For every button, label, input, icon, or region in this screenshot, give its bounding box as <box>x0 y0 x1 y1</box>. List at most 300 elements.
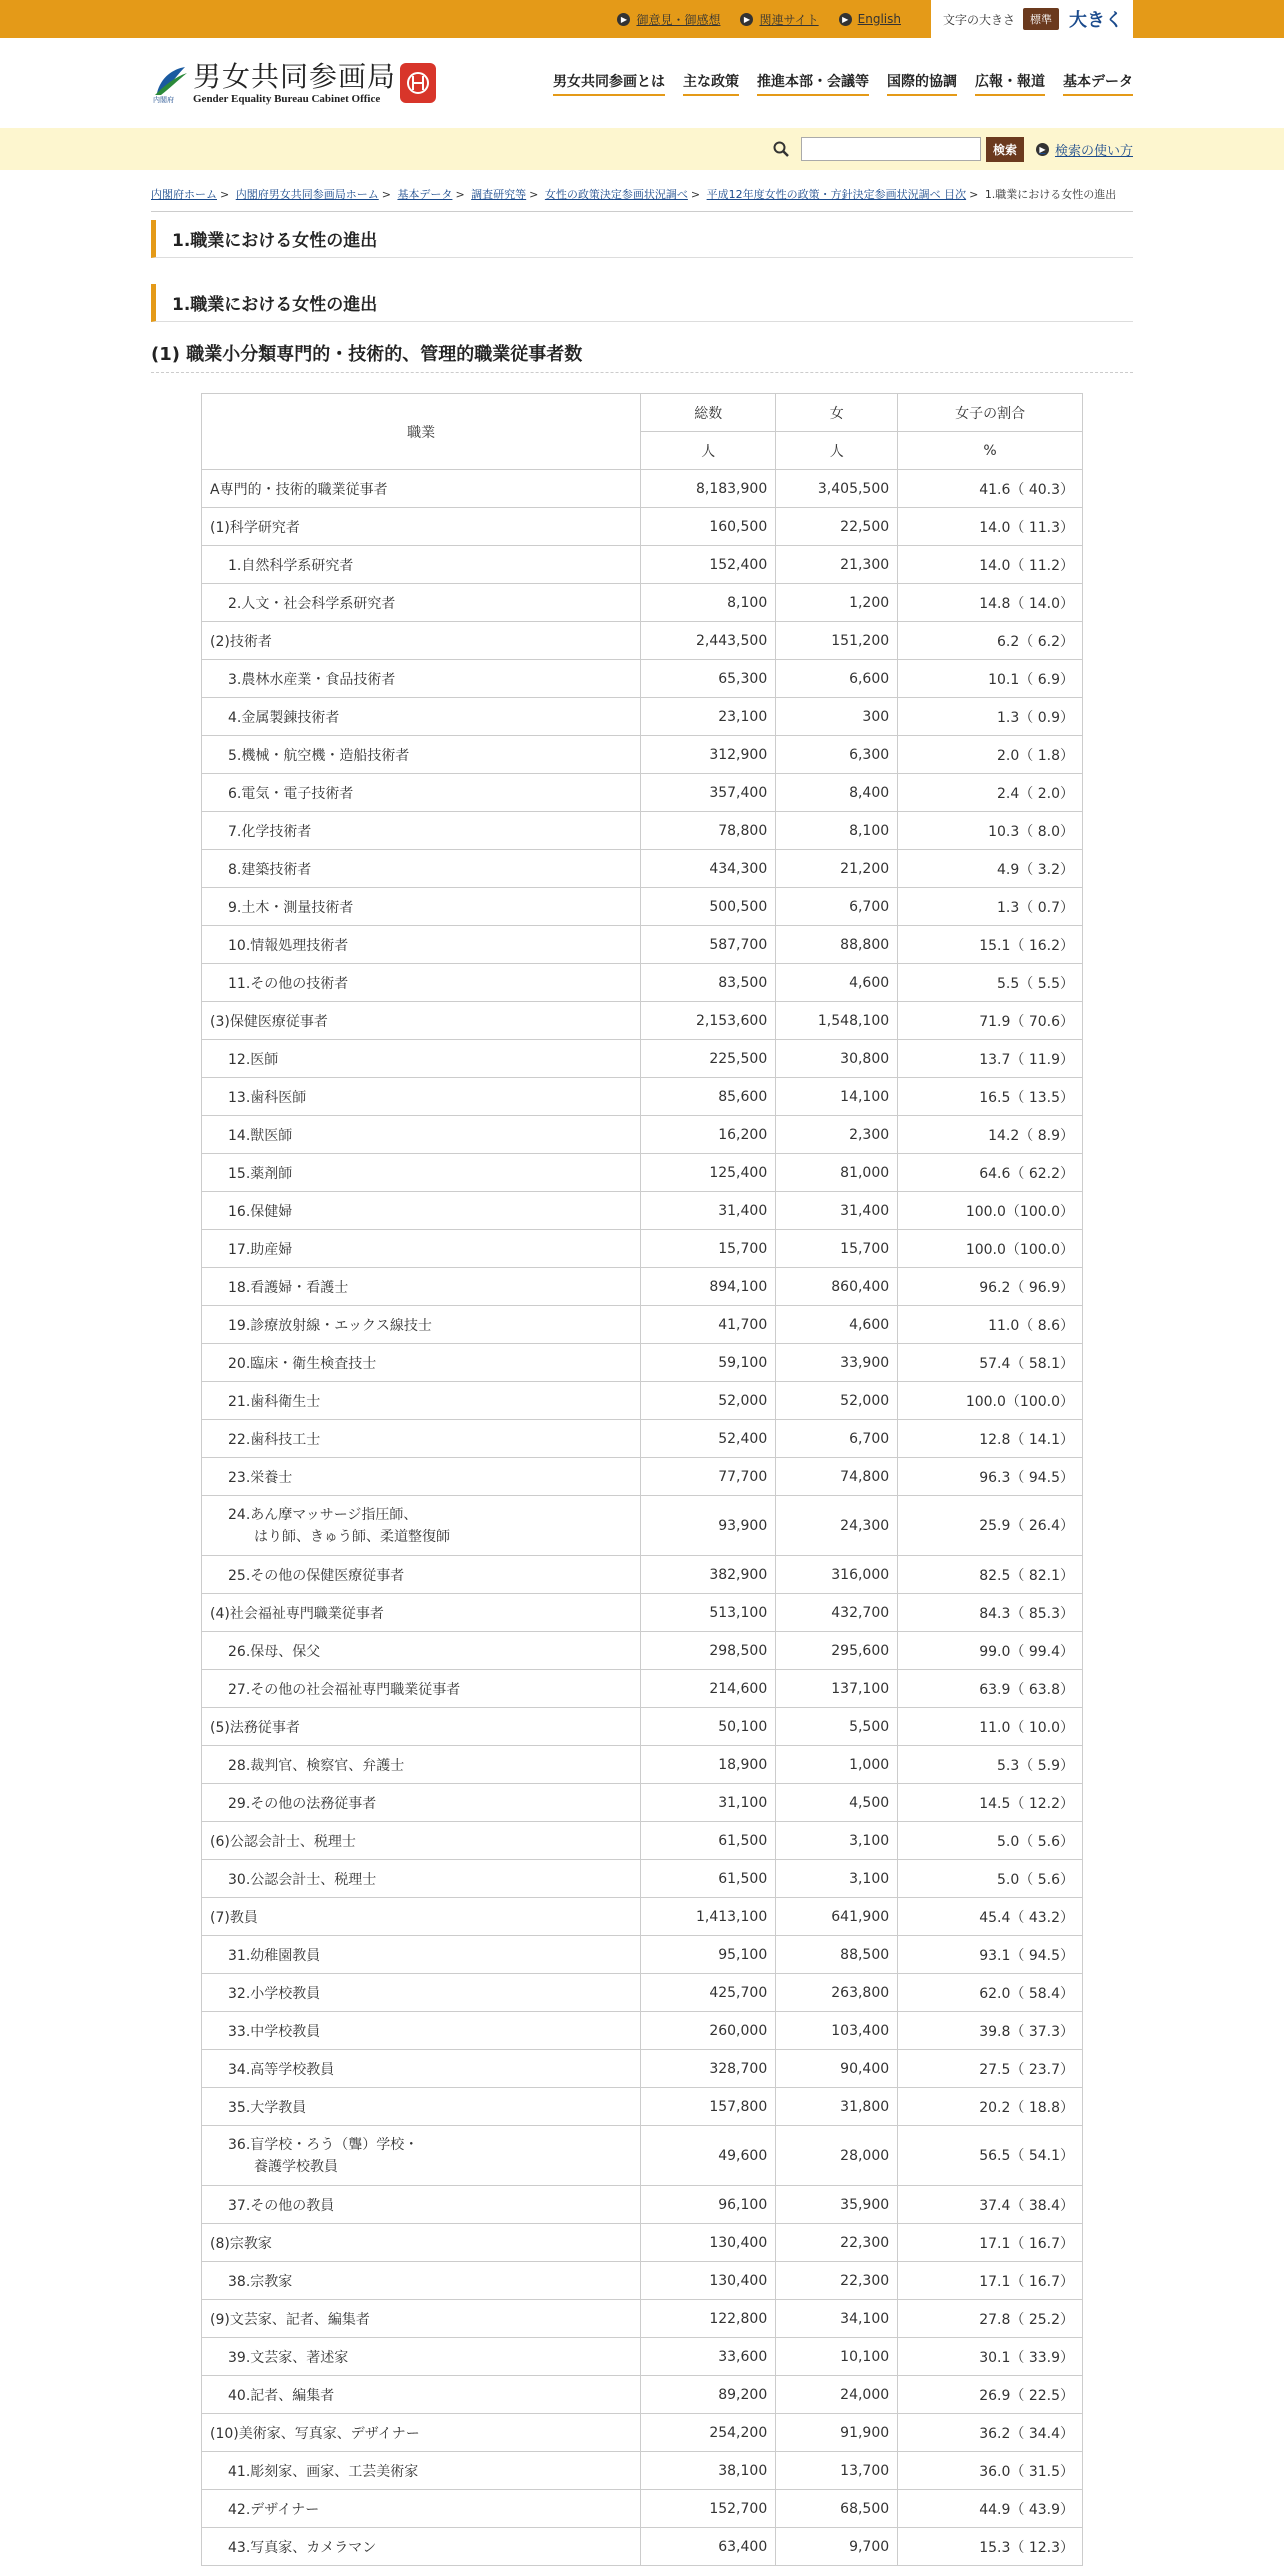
female-count: 88,500 <box>776 1936 898 1974</box>
table-row <box>202 2186 1083 2224</box>
occupation-name: 19.診療放射線・エックス線技士 <box>202 1306 641 1344</box>
total-count: 157,800 <box>641 2088 776 2126</box>
total-count: 2,443,500 <box>641 622 776 660</box>
table-row <box>202 736 1083 774</box>
female-ratio: 6.2（ 6.2） <box>898 622 1083 660</box>
header-female: 女 <box>776 394 898 432</box>
occupation-name: 26.保母、保父 <box>202 1632 641 1670</box>
female-ratio: 10.3（ 8.0） <box>898 812 1083 850</box>
female-count: 2,300 <box>776 1116 898 1154</box>
female-count: 4,600 <box>776 964 898 1002</box>
nav-about[interactable]: 男女共同参画とは <box>553 71 665 96</box>
total-count: 125,400 <box>641 1154 776 1192</box>
female-ratio: 14.8（ 14.0） <box>898 584 1083 622</box>
female-ratio: 20.2（ 18.8） <box>898 2088 1083 2126</box>
font-size-switcher <box>931 0 1133 38</box>
table-row <box>202 1898 1083 1936</box>
nav-international[interactable]: 国際的協調 <box>887 71 957 96</box>
table-row <box>202 1078 1083 1116</box>
total-count: 41,700 <box>641 1306 776 1344</box>
table-row <box>202 888 1083 926</box>
total-count: 65,300 <box>641 660 776 698</box>
table-row <box>202 546 1083 584</box>
female-ratio: 14.0（ 11.2） <box>898 546 1083 584</box>
header-total: 総数 <box>641 394 776 432</box>
total-count: 2,153,600 <box>641 1002 776 1040</box>
total-count: 357,400 <box>641 774 776 812</box>
total-count: 1,413,100 <box>641 1898 776 1936</box>
female-ratio: 10.1（ 6.9） <box>898 660 1083 698</box>
female-count: 6,300 <box>776 736 898 774</box>
font-size-large-button[interactable]: 大きく <box>1069 10 1123 31</box>
female-count: 3,100 <box>776 1860 898 1898</box>
female-count: 103,400 <box>776 2012 898 2050</box>
breadcrumb-current: 1.職業における女性の進出 <box>984 188 1117 201</box>
total-count: 130,400 <box>641 2262 776 2300</box>
total-count: 49,600 <box>641 2126 776 2186</box>
occupation-name: A専門的・技術的職業従事者 <box>202 470 641 508</box>
table-row <box>202 584 1083 622</box>
female-ratio: 99.0（ 99.4） <box>898 1632 1083 1670</box>
search-input[interactable] <box>801 137 981 161</box>
total-count: 8,183,900 <box>641 470 776 508</box>
occupation-name: 18.看護婦・看護士 <box>202 1268 641 1306</box>
female-ratio: 39.8（ 37.3） <box>898 2012 1083 2050</box>
table-row <box>202 1556 1083 1594</box>
table-row <box>202 1192 1083 1230</box>
female-ratio: 15.3（ 12.3） <box>898 2528 1083 2566</box>
total-count: 96,100 <box>641 2186 776 2224</box>
total-count: 500,500 <box>641 888 776 926</box>
table-body <box>202 470 1083 2566</box>
female-count: 21,300 <box>776 546 898 584</box>
female-count: 263,800 <box>776 1974 898 2012</box>
breadcrumb-link[interactable]: 平成12年度女性の政策・方針決定参画状況調べ 目次 <box>706 188 967 201</box>
female-ratio: 2.0（ 1.8） <box>898 736 1083 774</box>
occupation-name: (10)美術家、写真家、デザイナー <box>202 2414 641 2452</box>
total-count: 59,100 <box>641 1344 776 1382</box>
female-count: 1,548,100 <box>776 1002 898 1040</box>
female-count: 295,600 <box>776 1632 898 1670</box>
female-ratio: 2.4（ 2.0） <box>898 774 1083 812</box>
header-occupation: 職業 <box>202 394 641 470</box>
nav-basic-data[interactable]: 基本データ <box>1063 71 1133 96</box>
total-count: 130,400 <box>641 2224 776 2262</box>
breadcrumb-link[interactable]: 内閣府男女共同参画局ホーム <box>235 188 379 201</box>
occupation-name: 29.その他の法務従事者 <box>202 1784 641 1822</box>
occupation-name: 11.その他の技術者 <box>202 964 641 1002</box>
logo-leaf-icon <box>151 63 189 103</box>
female-count: 74,800 <box>776 1458 898 1496</box>
total-count: 260,000 <box>641 2012 776 2050</box>
female-count: 9,700 <box>776 2528 898 2566</box>
total-count: 328,700 <box>641 2050 776 2088</box>
female-ratio: 30.1（ 33.9） <box>898 2338 1083 2376</box>
female-ratio: 1.3（ 0.9） <box>898 698 1083 736</box>
table-row <box>202 1306 1083 1344</box>
table-row <box>202 1116 1083 1154</box>
occupation-name: 10.情報処理技術者 <box>202 926 641 964</box>
occupation-name: 32.小学校教員 <box>202 1974 641 2012</box>
female-ratio: 100.0（100.0） <box>898 1382 1083 1420</box>
female-ratio: 71.9（ 70.6） <box>898 1002 1083 1040</box>
female-ratio: 63.9（ 63.8） <box>898 1670 1083 1708</box>
table-row <box>202 850 1083 888</box>
table-row <box>202 1632 1083 1670</box>
occupation-name: 20.臨床・衛生検査技士 <box>202 1344 641 1382</box>
female-count: 3,405,500 <box>776 470 898 508</box>
female-count: 34,100 <box>776 2300 898 2338</box>
occupation-name: 22.歯科技工士 <box>202 1420 641 1458</box>
breadcrumb-link[interactable]: 基本データ <box>397 188 453 201</box>
table-row <box>202 774 1083 812</box>
occupation-name: (3)保健医療従事者 <box>202 1002 641 1040</box>
occupation-name: (7)教員 <box>202 1898 641 1936</box>
female-ratio: 64.6（ 62.2） <box>898 1154 1083 1192</box>
female-count: 641,900 <box>776 1898 898 1936</box>
female-count: 30,800 <box>776 1040 898 1078</box>
female-count: 3,100 <box>776 1822 898 1860</box>
total-count: 77,700 <box>641 1458 776 1496</box>
table-row <box>202 1974 1083 2012</box>
female-ratio: 11.0（ 8.6） <box>898 1306 1083 1344</box>
section-title: 1.職業における女性の進出 <box>151 284 1133 322</box>
arrow-icon: ▶ <box>740 13 753 26</box>
table-row <box>202 926 1083 964</box>
occupation-name: 33.中学校教員 <box>202 2012 641 2050</box>
occupation-name: 40.記者、編集者 <box>202 2376 641 2414</box>
total-count: 434,300 <box>641 850 776 888</box>
total-count: 83,500 <box>641 964 776 1002</box>
total-count: 122,800 <box>641 2300 776 2338</box>
occupation-name: 8.建築技術者 <box>202 850 641 888</box>
female-count: 432,700 <box>776 1594 898 1632</box>
female-count: 14,100 <box>776 1078 898 1116</box>
female-ratio: 25.9（ 26.4） <box>898 1496 1083 1556</box>
total-count: 160,500 <box>641 508 776 546</box>
female-count: 8,100 <box>776 812 898 850</box>
female-ratio: 27.5（ 23.7） <box>898 2050 1083 2088</box>
table-row <box>202 1594 1083 1632</box>
logo-emblem-icon <box>400 63 436 103</box>
search-bar <box>0 128 1284 170</box>
search-button[interactable]: 検索 <box>986 137 1024 162</box>
female-ratio: 57.4（ 58.1） <box>898 1344 1083 1382</box>
table-row <box>202 1860 1083 1898</box>
female-count: 31,400 <box>776 1192 898 1230</box>
table-row <box>202 1822 1083 1860</box>
occupation-name: 12.医師 <box>202 1040 641 1078</box>
occupation-name: 31.幼稚園教員 <box>202 1936 641 1974</box>
total-count: 15,700 <box>641 1230 776 1268</box>
unit-female: 人 <box>776 432 898 470</box>
total-count: 18,900 <box>641 1746 776 1784</box>
total-count: 587,700 <box>641 926 776 964</box>
logo-english: Gender Equality Bureau Cabinet Office <box>193 93 381 105</box>
occupation-name: 9.土木・測量技術者 <box>202 888 641 926</box>
table-row <box>202 1708 1083 1746</box>
table-row <box>202 1230 1083 1268</box>
occupation-name: (4)社会福祉専門職業従事者 <box>202 1594 641 1632</box>
table-row <box>202 2262 1083 2300</box>
female-ratio: 36.0（ 31.5） <box>898 2452 1083 2490</box>
nav-policies[interactable]: 主な政策 <box>683 71 739 96</box>
nav-headquarters[interactable]: 推進本部・会議等 <box>757 71 869 96</box>
occupation-name: 1.自然科学系研究者 <box>202 546 641 584</box>
total-count: 38,100 <box>641 2452 776 2490</box>
table-row <box>202 2088 1083 2126</box>
female-count: 81,000 <box>776 1154 898 1192</box>
util-link-related[interactable]: ▶ 関連サイト <box>740 11 818 28</box>
female-ratio: 5.0（ 5.6） <box>898 1860 1083 1898</box>
search-help-link[interactable]: ▶ 検索の使い方 <box>1036 140 1133 159</box>
female-ratio: 5.3（ 5.9） <box>898 1746 1083 1784</box>
occupation-table <box>201 393 1083 2566</box>
table-row <box>202 964 1083 1002</box>
total-count: 52,000 <box>641 1382 776 1420</box>
svg-text:内閣府: 内閣府 <box>153 96 174 103</box>
utility-bar <box>0 0 1284 38</box>
female-count: 4,500 <box>776 1784 898 1822</box>
total-count: 23,100 <box>641 698 776 736</box>
female-ratio: 13.7（ 11.9） <box>898 1040 1083 1078</box>
occupation-name: 36.盲学校・ろう（聾）学校・ 養護学校教員 <box>202 2126 641 2186</box>
site-logo[interactable] <box>151 61 436 105</box>
table-row <box>202 1936 1083 1974</box>
table-row <box>202 2528 1083 2566</box>
logo-title: 男女共同参画局 <box>193 60 397 93</box>
table-row <box>202 2126 1083 2186</box>
total-count: 312,900 <box>641 736 776 774</box>
occupation-name: 5.機械・航空機・造船技術者 <box>202 736 641 774</box>
total-count: 214,600 <box>641 1670 776 1708</box>
table-row <box>202 1784 1083 1822</box>
table-row <box>202 660 1083 698</box>
female-count: 22,500 <box>776 508 898 546</box>
female-ratio: 12.8（ 14.1） <box>898 1420 1083 1458</box>
table-row <box>202 698 1083 736</box>
occupation-name: 17.助産婦 <box>202 1230 641 1268</box>
occupation-name: (1)科学研究者 <box>202 508 641 546</box>
table-row <box>202 1496 1083 1556</box>
female-count: 316,000 <box>776 1556 898 1594</box>
table-row <box>202 2490 1083 2528</box>
font-size-standard-button[interactable]: 標準 <box>1023 8 1059 30</box>
occupation-name: (8)宗教家 <box>202 2224 641 2262</box>
occupation-name: 24.あん摩マッサージ指圧師、 はり師、きゅう師、柔道整復師 <box>202 1496 641 1556</box>
table-row <box>202 2452 1083 2490</box>
occupation-name: 41.彫刻家、画家、工芸美術家 <box>202 2452 641 2490</box>
total-count: 93,900 <box>641 1496 776 1556</box>
female-count: 24,300 <box>776 1496 898 1556</box>
total-count: 298,500 <box>641 1632 776 1670</box>
total-count: 513,100 <box>641 1594 776 1632</box>
occupation-name: (2)技術者 <box>202 622 641 660</box>
female-count: 31,800 <box>776 2088 898 2126</box>
table-row <box>202 1344 1083 1382</box>
female-count: 5,500 <box>776 1708 898 1746</box>
total-count: 16,200 <box>641 1116 776 1154</box>
female-ratio: 100.0（100.0） <box>898 1230 1083 1268</box>
occupation-name: 35.大学教員 <box>202 2088 641 2126</box>
table-row <box>202 2300 1083 2338</box>
global-nav <box>535 71 1133 96</box>
female-count: 8,400 <box>776 774 898 812</box>
util-link-english[interactable]: ▶ English <box>839 12 901 26</box>
total-count: 894,100 <box>641 1268 776 1306</box>
occupation-name: 37.その他の教員 <box>202 2186 641 2224</box>
table-row <box>202 1670 1083 1708</box>
table-row <box>202 1382 1083 1420</box>
female-ratio: 82.5（ 82.1） <box>898 1556 1083 1594</box>
total-count: 95,100 <box>641 1936 776 1974</box>
female-count: 91,900 <box>776 2414 898 2452</box>
table-row <box>202 2338 1083 2376</box>
female-ratio: 14.0（ 11.3） <box>898 508 1083 546</box>
female-count: 13,700 <box>776 2452 898 2490</box>
header-female-ratio: 女子の割合 <box>898 394 1083 432</box>
total-count: 78,800 <box>641 812 776 850</box>
total-count: 31,100 <box>641 1784 776 1822</box>
page-title: 1.職業における女性の進出 <box>151 220 1133 258</box>
female-ratio: 62.0（ 58.4） <box>898 1974 1083 2012</box>
female-ratio: 41.6（ 40.3） <box>898 470 1083 508</box>
occupation-name: 25.その他の保健医療従事者 <box>202 1556 641 1594</box>
arrow-icon: ▶ <box>617 13 630 26</box>
female-count: 68,500 <box>776 2490 898 2528</box>
female-ratio: 56.5（ 54.1） <box>898 2126 1083 2186</box>
table-row <box>202 470 1083 508</box>
unit-total: 人 <box>641 432 776 470</box>
breadcrumb-link[interactable]: 女性の政策決定参画状況調べ <box>544 188 688 201</box>
female-ratio: 15.1（ 16.2） <box>898 926 1083 964</box>
nav-press[interactable]: 広報・報道 <box>975 71 1045 96</box>
occupation-name: 3.農林水産業・食品技術者 <box>202 660 641 698</box>
total-count: 50,100 <box>641 1708 776 1746</box>
occupation-name: 13.歯科医師 <box>202 1078 641 1116</box>
female-count: 24,000 <box>776 2376 898 2414</box>
female-ratio: 93.1（ 94.5） <box>898 1936 1083 1974</box>
total-count: 61,500 <box>641 1822 776 1860</box>
occupation-name: 43.写真家、カメラマン <box>202 2528 641 2566</box>
female-ratio: 1.3（ 0.7） <box>898 888 1083 926</box>
occupation-name: 39.文芸家、著述家 <box>202 2338 641 2376</box>
female-count: 151,200 <box>776 622 898 660</box>
total-count: 382,900 <box>641 1556 776 1594</box>
occupation-name: 42.デザイナー <box>202 2490 641 2528</box>
breadcrumb-link[interactable]: 内閣府ホーム <box>151 188 217 201</box>
occupation-name: 34.高等学校教員 <box>202 2050 641 2088</box>
female-count: 4,600 <box>776 1306 898 1344</box>
occupation-name: 15.薬剤師 <box>202 1154 641 1192</box>
female-ratio: 16.5（ 13.5） <box>898 1078 1083 1116</box>
female-count: 1,000 <box>776 1746 898 1784</box>
female-count: 860,400 <box>776 1268 898 1306</box>
occupation-name: (6)公認会計士、税理士 <box>202 1822 641 1860</box>
female-count: 1,200 <box>776 584 898 622</box>
search-icon <box>773 141 789 157</box>
total-count: 89,200 <box>641 2376 776 2414</box>
table-row <box>202 812 1083 850</box>
table-row <box>202 2376 1083 2414</box>
util-link-feedback[interactable]: ▶ 御意見・御感想 <box>617 11 720 28</box>
occupation-name: 21.歯科衛生士 <box>202 1382 641 1420</box>
table-row <box>202 1040 1083 1078</box>
table-row <box>202 622 1083 660</box>
female-ratio: 11.0（ 10.0） <box>898 1708 1083 1746</box>
total-count: 254,200 <box>641 2414 776 2452</box>
female-count: 22,300 <box>776 2262 898 2300</box>
occupation-name: 14.獣医師 <box>202 1116 641 1154</box>
female-ratio: 5.0（ 5.6） <box>898 1822 1083 1860</box>
female-ratio: 96.2（ 96.9） <box>898 1268 1083 1306</box>
occupation-name: 27.その他の社会福祉専門職業従事者 <box>202 1670 641 1708</box>
table-row <box>202 1458 1083 1496</box>
occupation-name: 28.裁判官、検察官、弁護士 <box>202 1746 641 1784</box>
total-count: 85,600 <box>641 1078 776 1116</box>
table-row <box>202 1002 1083 1040</box>
table-row <box>202 1154 1083 1192</box>
table-row <box>202 2050 1083 2088</box>
table-row <box>202 2224 1083 2262</box>
female-count: 33,900 <box>776 1344 898 1382</box>
table-row <box>202 1420 1083 1458</box>
site-header <box>0 38 1284 128</box>
unit-ratio: % <box>898 432 1083 470</box>
arrow-icon: ▶ <box>1036 143 1049 156</box>
female-ratio: 14.2（ 8.9） <box>898 1116 1083 1154</box>
table-row <box>202 2414 1083 2452</box>
total-count: 61,500 <box>641 1860 776 1898</box>
occupation-name: 23.栄養士 <box>202 1458 641 1496</box>
breadcrumb: 内閣府ホーム > 内閣府男女共同参画局ホーム > 基本データ > 調査研究等 > 女性の政策決定参画状況調べ > 平成12年度女性の政策・方針決定参画状況調べ 目次 > 1.職業における女性の進出 <box>151 170 1133 212</box>
table-row <box>202 1268 1083 1306</box>
total-count: 31,400 <box>641 1192 776 1230</box>
subsection-title: (1) 職業小分類専門的・技術的、管理的職業従事者数 <box>151 340 1133 373</box>
female-ratio: 4.9（ 3.2） <box>898 850 1083 888</box>
occupation-name: 2.人文・社会科学系研究者 <box>202 584 641 622</box>
female-count: 21,200 <box>776 850 898 888</box>
main-content <box>151 170 1133 2566</box>
female-count: 35,900 <box>776 2186 898 2224</box>
occupation-name: 4.金属製錬技術者 <box>202 698 641 736</box>
female-count: 300 <box>776 698 898 736</box>
total-count: 63,400 <box>641 2528 776 2566</box>
female-ratio: 5.5（ 5.5） <box>898 964 1083 1002</box>
table-row <box>202 1746 1083 1784</box>
female-count: 137,100 <box>776 1670 898 1708</box>
total-count: 33,600 <box>641 2338 776 2376</box>
total-count: 152,400 <box>641 546 776 584</box>
female-count: 52,000 <box>776 1382 898 1420</box>
female-count: 10,100 <box>776 2338 898 2376</box>
occupation-name: 30.公認会計士、税理士 <box>202 1860 641 1898</box>
female-ratio: 36.2（ 34.4） <box>898 2414 1083 2452</box>
table-row <box>202 508 1083 546</box>
female-count: 22,300 <box>776 2224 898 2262</box>
occupation-name: 38.宗教家 <box>202 2262 641 2300</box>
female-count: 28,000 <box>776 2126 898 2186</box>
female-count: 88,800 <box>776 926 898 964</box>
breadcrumb-link[interactable]: 調査研究等 <box>471 188 527 201</box>
table-row <box>202 2012 1083 2050</box>
female-count: 90,400 <box>776 2050 898 2088</box>
total-count: 8,100 <box>641 584 776 622</box>
total-count: 425,700 <box>641 1974 776 2012</box>
female-ratio: 37.4（ 38.4） <box>898 2186 1083 2224</box>
arrow-icon: ▶ <box>839 13 852 26</box>
occupation-name: 7.化学技術者 <box>202 812 641 850</box>
